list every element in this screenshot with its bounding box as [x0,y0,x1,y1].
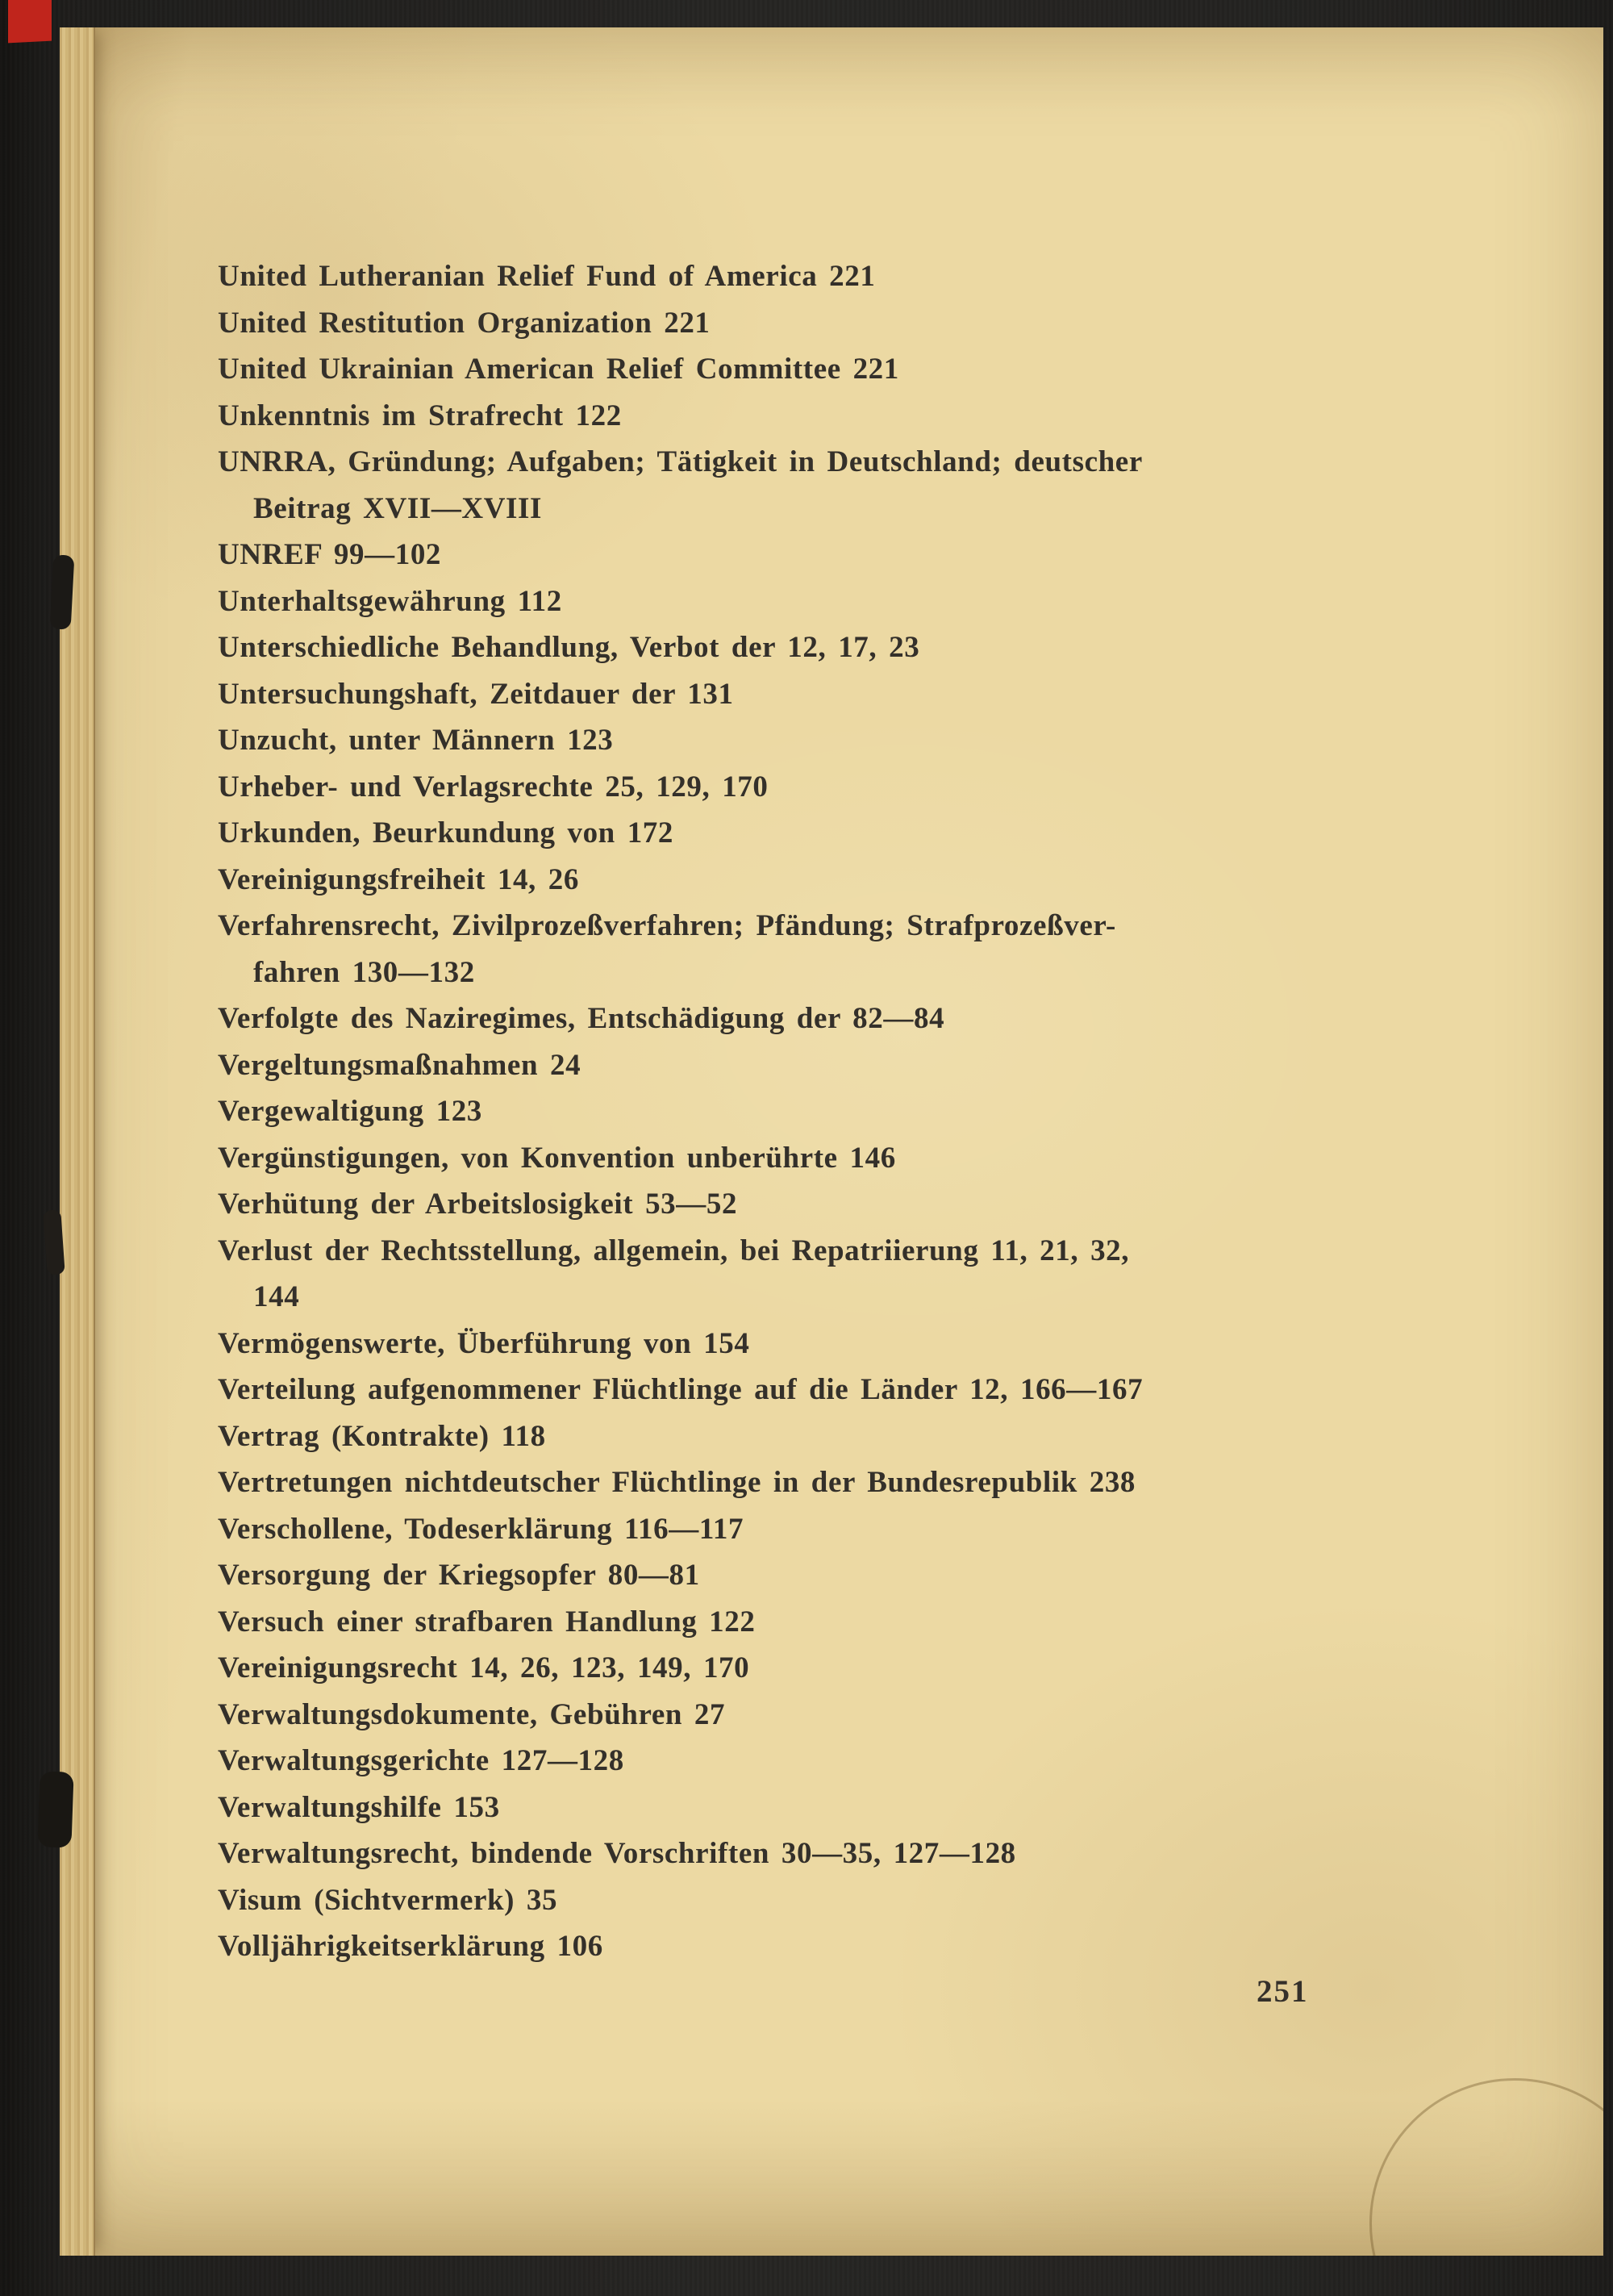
index-entry-line: Verschollene, Todeserklärung 116—117 [218,1512,744,1546]
index-entry-line: Volljährigkeitserklärung 106 [218,1930,603,1963]
index-entry-line: Vermögenswerte, Überführung von 154 [218,1326,750,1360]
index-entry-line: Verfahrensrecht, Zivilprozeßverfahren; Pfändung; Strafprozeßver- [218,909,1116,942]
index-entry-line: United Restitution Organization 221 [218,306,711,340]
index-entry-line: United Ukrainian American Relief Committee 221 [218,353,899,386]
index-entry-line: Versuch einer strafbaren Handlung 122 [218,1605,756,1639]
index-entry-line: Vereinigungsrecht 14, 26, 123, 149, 170 [218,1651,750,1684]
index-entry-line: Vergewaltigung 123 [218,1095,482,1128]
index-entry-line: Verwaltungsdokumente, Gebühren 27 [218,1697,726,1731]
index-entry-line: Versorgung der Kriegsopfer 80—81 [218,1559,700,1592]
index-entry-line: Verwaltungshilfe 153 [218,1790,500,1824]
index-entry-continuation-line: 144 [253,1280,300,1313]
page-curl [1369,2078,1603,2256]
index-entry-line: Vertrag (Kontrakte) 118 [218,1419,546,1453]
binding-mark [50,554,75,629]
index-entry-line: Unzucht, unter Männern 123 [218,724,614,757]
index-entry-continuation-line: fahren 130—132 [253,955,475,989]
index-entry-line: Verwaltungsgerichte 127—128 [218,1744,624,1777]
index-entry-line: Vergünstigungen, von Konvention unberührte 146 [218,1141,896,1175]
index-entry-line: Verhütung der Arbeitslosigkeit 53—52 [218,1188,738,1221]
index-entry-line: Urkunden, Beurkundung von 172 [218,816,673,850]
index-entry-line: Verteilung aufgenommener Flüchtlinge auf die Länder 12, 166—167 [218,1373,1144,1406]
index-list [218,253,1476,1970]
index-entry-line: Verfolgte des Naziregimes, Entschädigung der 82—84 [218,1002,945,1035]
index-entry-continuation-line: Beitrag XVII—XVIII [253,491,543,525]
red-registration-mark [8,0,52,43]
page-number: 251 [1257,1974,1309,2009]
index-entry-line: Unterhaltsgewährung 112 [218,584,562,618]
index-entry-line: Verlust der Rechtsstellung, allgemein, bei Repatriierung 11, 21, 32, [218,1234,1130,1267]
book-page [60,27,1603,2256]
index-entry-line: Vertretungen nichtdeutscher Flüchtlinge in der Bundesrepublik 238 [218,1466,1136,1499]
page-fore-edge [60,27,95,2256]
index-entry-line: Visum (Sichtvermerk) 35 [218,1883,558,1917]
index-entry-line: Urheber- und Verlagsrechte 25, 129, 170 [218,770,769,804]
index-entry-line: Vergeltungsmaßnahmen 24 [218,1048,581,1082]
index-entry-line: Unkenntnis im Strafrecht 122 [218,399,622,432]
index-entry-line: UNREF 99—102 [218,538,442,571]
index-entry-line: Unterschiedliche Behandlung, Verbot der 12, 17, 23 [218,631,920,664]
index-entry-line: Vereinigungsfreiheit 14, 26 [218,862,579,896]
binding-mark [37,1771,73,1847]
index-entry-line: Untersuchungshaft, Zeitdauer der 131 [218,677,734,711]
index-entry-line: UNRRA, Gründung; Aufgaben; Tätigkeit in Deutschland; deutscher [218,445,1143,478]
index-entry-line: Verwaltungsrecht, bindende Vorschriften 30—35, 127—128 [218,1837,1016,1870]
index-entry-line: United Lutheranian Relief Fund of America 221 [218,260,876,293]
